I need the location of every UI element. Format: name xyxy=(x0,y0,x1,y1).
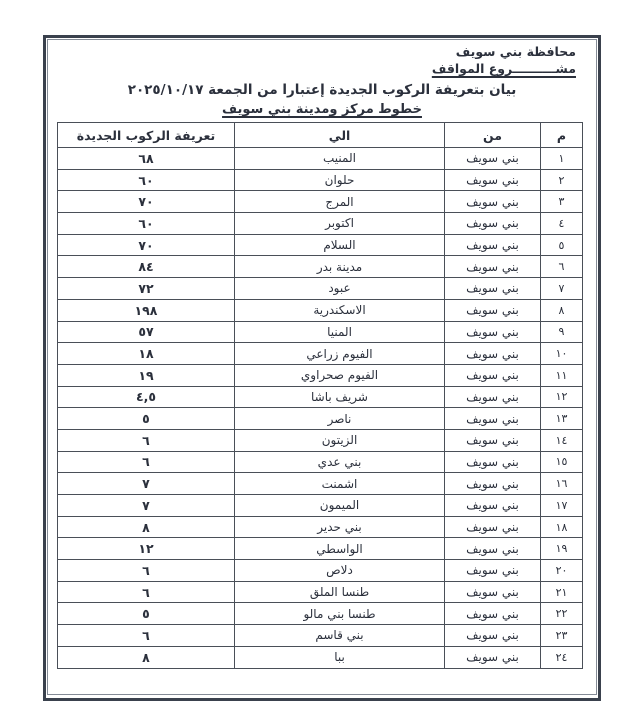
destination-cell: الزيتون xyxy=(235,429,445,451)
destination-cell: المنيب xyxy=(235,148,445,170)
department-name: مشــــــــــروع المواقف xyxy=(431,61,576,76)
row-number-cell: ٢٣ xyxy=(541,625,583,647)
origin-cell: بني سويف xyxy=(445,516,541,538)
origin-cell: بني سويف xyxy=(445,581,541,603)
fare-cell: ١٩ xyxy=(58,364,235,386)
fare-cell: ٨ xyxy=(58,516,235,538)
table-row xyxy=(58,148,583,170)
row-number-cell: ٢٤ xyxy=(541,646,583,668)
row-number-cell: ٧ xyxy=(541,278,583,300)
row-number-cell: ٩ xyxy=(541,321,583,343)
table-row xyxy=(58,473,583,495)
destination-cell: طنسا بني مالو xyxy=(235,603,445,625)
origin-cell: بني سويف xyxy=(445,343,541,365)
governorate-name: محافظة بني سويف xyxy=(455,44,576,59)
page-border-frame xyxy=(43,35,601,701)
table-row xyxy=(58,516,583,538)
origin-cell: بني سويف xyxy=(445,169,541,191)
fare-cell: ٧ xyxy=(58,495,235,517)
origin-cell: بني سويف xyxy=(445,278,541,300)
col-header-number: م xyxy=(541,123,583,148)
destination-cell: طنسا الملق xyxy=(235,581,445,603)
table-row xyxy=(58,646,583,668)
col-header-to: الي xyxy=(235,123,445,148)
table-row xyxy=(58,603,583,625)
destination-cell: الواسطي xyxy=(235,538,445,560)
row-number-cell: ٨ xyxy=(541,299,583,321)
origin-cell: بني سويف xyxy=(445,256,541,278)
origin-cell: بني سويف xyxy=(445,451,541,473)
table-row xyxy=(58,408,583,430)
origin-cell: بني سويف xyxy=(445,495,541,517)
fare-cell: ٨ xyxy=(58,646,235,668)
row-number-cell: ٢١ xyxy=(541,581,583,603)
page-border-inner-line xyxy=(47,39,597,695)
table-row xyxy=(58,191,583,213)
row-number-cell: ٢٢ xyxy=(541,603,583,625)
destination-cell: حلوان xyxy=(235,169,445,191)
table-header-row xyxy=(58,123,583,148)
destination-cell: ببا xyxy=(235,646,445,668)
row-number-cell: ٢ xyxy=(541,169,583,191)
col-header-from: من xyxy=(445,123,541,148)
table-row xyxy=(58,234,583,256)
fare-cell: ١٢ xyxy=(58,538,235,560)
table-row xyxy=(58,386,583,408)
origin-cell: بني سويف xyxy=(445,213,541,235)
row-number-cell: ١١ xyxy=(541,364,583,386)
fare-cell: ٧٠ xyxy=(58,234,235,256)
row-number-cell: ٣ xyxy=(541,191,583,213)
row-number-cell: ١٥ xyxy=(541,451,583,473)
table-row xyxy=(58,321,583,343)
table-row xyxy=(58,451,583,473)
destination-cell: بني قاسم xyxy=(235,625,445,647)
origin-cell: بني سويف xyxy=(445,299,541,321)
origin-cell: بني سويف xyxy=(445,625,541,647)
destination-cell: المرج xyxy=(235,191,445,213)
fare-cell: ٥ xyxy=(58,603,235,625)
document-title: بيان بتعريفة الركوب الجديدة إعتبارا من الجمعة ٢٠٢٥/١٠/١٧ xyxy=(127,82,517,98)
row-number-cell: ١٣ xyxy=(541,408,583,430)
table-row xyxy=(58,560,583,582)
destination-cell: الفيوم زراعي xyxy=(235,343,445,365)
row-number-cell: ٢٠ xyxy=(541,560,583,582)
destination-cell: عبود xyxy=(235,278,445,300)
row-number-cell: ١٨ xyxy=(541,516,583,538)
origin-cell: بني سويف xyxy=(445,603,541,625)
origin-cell: بني سويف xyxy=(445,191,541,213)
fare-cell: ٥٧ xyxy=(58,321,235,343)
fare-table-body xyxy=(58,148,583,669)
fare-table xyxy=(57,122,583,669)
table-row xyxy=(58,278,583,300)
destination-cell: الفيوم صحراوي xyxy=(235,364,445,386)
table-row xyxy=(58,299,583,321)
row-number-cell: ١٢ xyxy=(541,386,583,408)
table-row xyxy=(58,256,583,278)
fare-cell: ٦ xyxy=(58,451,235,473)
origin-cell: بني سويف xyxy=(445,234,541,256)
fare-cell: ٧٠ xyxy=(58,191,235,213)
origin-cell: بني سويف xyxy=(445,538,541,560)
table-row xyxy=(58,495,583,517)
destination-cell: المنيا xyxy=(235,321,445,343)
col-header-fare: تعريفة الركوب الجديدة xyxy=(58,123,235,148)
origin-cell: بني سويف xyxy=(445,646,541,668)
row-number-cell: ٤ xyxy=(541,213,583,235)
row-number-cell: ١٦ xyxy=(541,473,583,495)
table-row xyxy=(58,538,583,560)
origin-cell: بني سويف xyxy=(445,148,541,170)
table-row xyxy=(58,213,583,235)
fare-cell: ٦ xyxy=(58,625,235,647)
table-row xyxy=(58,581,583,603)
destination-cell: اشمنت xyxy=(235,473,445,495)
fare-cell: ٦ xyxy=(58,581,235,603)
destination-cell: شريف باشا xyxy=(235,386,445,408)
origin-cell: بني سويف xyxy=(445,429,541,451)
destination-cell: الاسكندرية xyxy=(235,299,445,321)
table-row xyxy=(58,343,583,365)
row-number-cell: ٥ xyxy=(541,234,583,256)
table-row xyxy=(58,169,583,191)
origin-cell: بني سويف xyxy=(445,560,541,582)
row-number-cell: ١٠ xyxy=(541,343,583,365)
origin-cell: بني سويف xyxy=(445,386,541,408)
fare-cell: ١٨ xyxy=(58,343,235,365)
row-number-cell: ٦ xyxy=(541,256,583,278)
destination-cell: دلاص xyxy=(235,560,445,582)
row-number-cell: ١٩ xyxy=(541,538,583,560)
row-number-cell: ١٤ xyxy=(541,429,583,451)
destination-cell: ناصر xyxy=(235,408,445,430)
fare-cell: ٦٠ xyxy=(58,213,235,235)
fare-cell: ٧ xyxy=(58,473,235,495)
table-row xyxy=(58,429,583,451)
fare-cell: ٥ xyxy=(58,408,235,430)
fare-cell: ١٩٨ xyxy=(58,299,235,321)
fare-cell: ٤,٥ xyxy=(58,386,235,408)
fare-cell: ٧٢ xyxy=(58,278,235,300)
row-number-cell: ١٧ xyxy=(541,495,583,517)
destination-cell: بني عدي xyxy=(235,451,445,473)
destination-cell: اكتوبر xyxy=(235,213,445,235)
origin-cell: بني سويف xyxy=(445,364,541,386)
destination-cell: الميمون xyxy=(235,495,445,517)
origin-cell: بني سويف xyxy=(445,408,541,430)
fare-cell: ٦ xyxy=(58,560,235,582)
table-row xyxy=(58,364,583,386)
fare-cell: ٦ xyxy=(58,429,235,451)
origin-cell: بني سويف xyxy=(445,321,541,343)
row-number-cell: ١ xyxy=(541,148,583,170)
origin-cell: بني سويف xyxy=(445,473,541,495)
destination-cell: مدينة بدر xyxy=(235,256,445,278)
fare-cell: ٨٤ xyxy=(58,256,235,278)
document-subtitle: خطوط مركز ومدينة بني سويف xyxy=(222,102,422,117)
letterhead xyxy=(48,40,596,77)
destination-cell: السلام xyxy=(235,234,445,256)
fare-cell: ٦٠ xyxy=(58,169,235,191)
destination-cell: بني حدير xyxy=(235,516,445,538)
table-row xyxy=(58,625,583,647)
fare-cell: ٦٨ xyxy=(58,148,235,170)
